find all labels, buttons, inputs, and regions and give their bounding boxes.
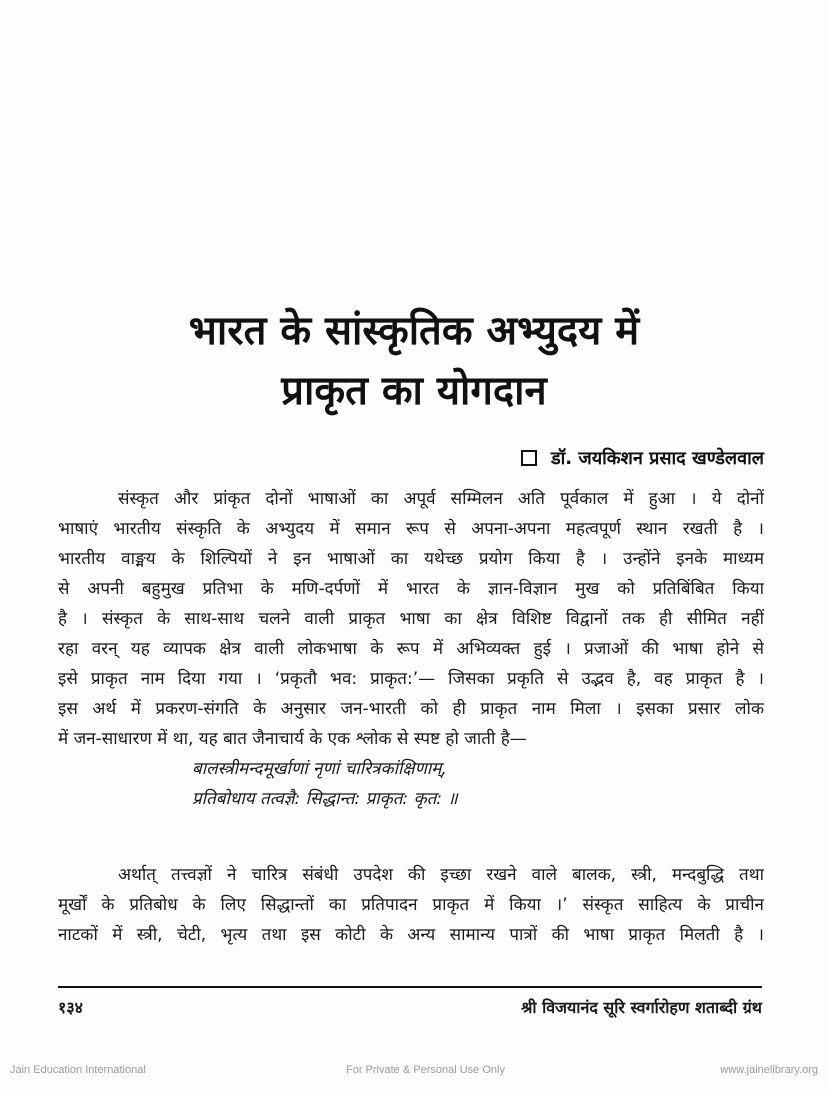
text-line: है । संस्कृत के साथ-साथ चलने वाली प्राकृत भाषा का क्षेत्र विशिष्ट विद्वानों तक ही सीमित नहीं bbox=[58, 609, 764, 629]
text-line: इस अर्थ में प्रकरण-संगति के अनुसार जन-भारती को ही प्राकृत नाम मिला । इसका प्रसार लोक bbox=[58, 699, 764, 719]
watermark-right: www.jainelibrary.org bbox=[720, 1064, 818, 1076]
text-line: में जन-साधारण में था, यह बात जैनाचार्य के एक श्लोक से स्पष्ट हो जाती है— bbox=[58, 729, 527, 749]
text-line: संस्कृत और प्रांकृत दोनों भाषाओं का अपूर्व सम्मिलन अति पूर्वकाल में हुआ । ये दोनों bbox=[118, 489, 764, 509]
article-title-line-1: भारत के सांस्कृतिक अभ्युदय में bbox=[188, 308, 640, 354]
text-line: नाटकों में स्त्री, चेटी, भृत्य तथा इस कोटी के अन्य सामान्य पात्रों की भाषा प्राकृत मिलती है । bbox=[58, 925, 764, 945]
article-title-line-2: प्राकृत का योगदान bbox=[281, 368, 547, 414]
text-line: इसे प्राकृत नाम दिया गया । ‘प्रकृतौ भव: प्राकृत:’— जिसका प्रकृति से उद्भव है, वह प्राकृत है । bbox=[58, 669, 764, 689]
author-byline bbox=[521, 446, 764, 470]
text-line: भाषाएं भारतीय संस्कृति के अभ्युदय में समान रूप से अपना-अपना महत्वपूर्ण स्थान रखती है । bbox=[58, 519, 764, 539]
verse-line: बालस्त्रीमन्दमूर्खाणां नृणां चारित्रकांक्षिणाम्, bbox=[192, 759, 447, 779]
paragraph-1 bbox=[58, 484, 764, 814]
watermark-center: For Private & Personal Use Only bbox=[346, 1064, 505, 1076]
paragraph-2 bbox=[58, 860, 764, 950]
text-line: अर्थात् तत्त्वज्ञों ने चारित्र संबंधी उपदेश की इच्छा रखने वाले बालक, स्त्री, मन्दबुद्धि तथा bbox=[118, 865, 764, 885]
text-line: भारतीय वाङ्मय के शिल्पियों ने इन भाषाओं का यथेच्छ प्रयोग किया है । उन्होंने इनके माध्यम bbox=[58, 549, 764, 569]
verse-line: प्रतिबोधाय तत्वज्ञै: सिद्धान्त: प्राकृत: कृत: ॥ bbox=[192, 789, 458, 809]
book-title: श्री विजयानंद सूरि स्वर्गारोहण शताब्दी ग्रंथ bbox=[521, 998, 762, 1017]
square-bullet-icon bbox=[521, 450, 537, 466]
watermark-left: Jain Education International bbox=[10, 1064, 146, 1076]
text-line: रहा वरन् यह व्यापक क्षेत्र वाली लोकभाषा के रूप में अभिव्यक्त हुई । प्रजाओं की भाषा होने से bbox=[58, 639, 764, 659]
page-number: १३४ bbox=[58, 998, 83, 1017]
footer-divider bbox=[58, 986, 762, 988]
text-line: मूर्खों के प्रतिबोध के लिए सिद्धान्तों का प्रतिपादन प्राकृत में किया ।’ संस्कृत साहित्य के प्राचीन bbox=[58, 895, 764, 915]
author-name: डॉ. जयकिशन प्रसाद खण्डेलवाल bbox=[550, 448, 764, 469]
text-line: से अपनी बहुमुख प्रतिभा के मणि-दर्पणों में भारत के ज्ञान-विज्ञान मुख को प्रतिबिंबित किया bbox=[58, 579, 764, 599]
